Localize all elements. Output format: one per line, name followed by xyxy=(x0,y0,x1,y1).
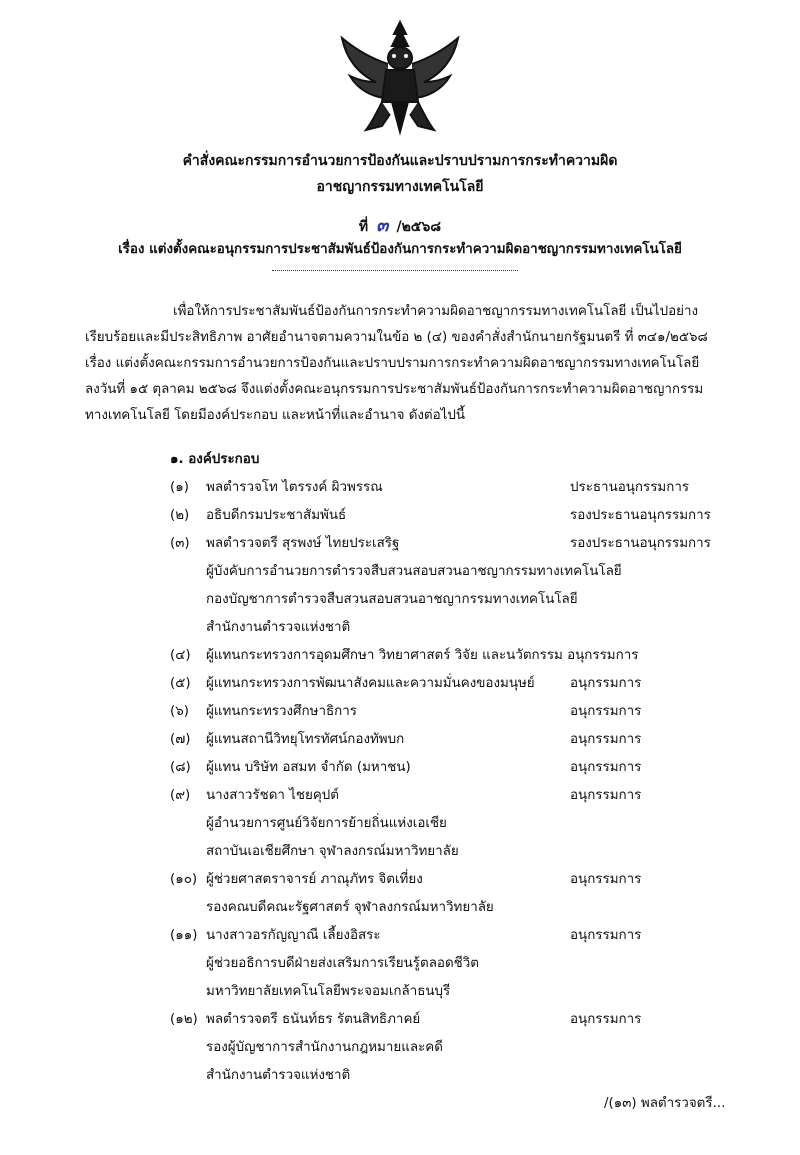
order-subject: เรื่อง แต่งตั้งคณะอนุกรรมการประชาสัมพันธ์ป้องกันการกระทำความผิดอาชญากรรมทางเทคโนโลยี xyxy=(118,242,682,257)
section-heading-composition: ๑. องค์ประกอบ xyxy=(170,452,260,467)
member-name: อธิบดีกรมประชาสัมพันธ์ xyxy=(206,508,347,523)
member-name: ผู้แทนกระทรวงการพัฒนาสังคมและความมั่นคงของมนุษย์ xyxy=(206,676,535,691)
paragraph-line: ทางเทคโนโลยี โดยมีองค์ประกอบ และหน้าที่และอำนาจ ดังต่อไปนี้ xyxy=(85,408,466,423)
member-position-line: กองบัญชาการตำรวจสืบสวนสอบสวนอาชญากรรมทางเทคโนโลยี xyxy=(206,592,578,607)
garuda-emblem-icon xyxy=(336,18,464,136)
separator-dotted-line xyxy=(272,270,518,271)
preamble-paragraph xyxy=(85,299,755,429)
member-name: พลตำรวจตรี สุรพงษ์ ไทยประเสริฐ xyxy=(206,536,400,551)
member-role: อนุกรรมการ xyxy=(570,872,642,887)
paragraph-line: เพื่อให้การประชาสัมพันธ์ป้องกันการกระทำความผิดอาชญากรรมทางเทคโนโลยี เป็นไปอย่าง xyxy=(173,304,699,319)
member-role: อนุกรรมการ xyxy=(570,788,642,803)
member-number: (๒) xyxy=(170,508,190,523)
member-role: อนุกรรมการ xyxy=(570,676,642,691)
member-role: อนุกรรมการ xyxy=(570,704,642,719)
member-position-line: ผู้บังคับการอำนวยการตำรวจสืบสวนสอบสวนอาชญากรรมทางเทคโนโลยี xyxy=(206,564,622,579)
member-name: ผู้แทนสถานีวิทยุโทรทัศน์กองทัพบก xyxy=(206,732,405,747)
member-name: พลตำรวจโท ไตรรงค์ ผิวพรรณ xyxy=(206,480,383,495)
member-number: (๑) xyxy=(170,480,189,495)
member-role: รองประธานอนุกรรมการ xyxy=(570,536,711,551)
member-position-line: ผู้อำนวยการศูนย์วิจัยการย้ายถิ่นแห่งเอเชีย xyxy=(206,816,447,831)
paragraph-line: ลงวันที่ ๑๕ ตุลาคม ๒๕๖๘ จึงแต่งตั้งคณะอนุกรรมการประชาสัมพันธ์ป้องกันการกระทำความผิดอาชญากรรม xyxy=(85,382,704,397)
member-role: ประธานอนุกรรมการ xyxy=(570,480,690,495)
member-position-line: ผู้ช่วยอธิการบดีฝ่ายส่งเสริมการเรียนรู้ตลอดชีวิต xyxy=(206,956,479,971)
member-position-line: สถาบันเอเชียศึกษา จุฬาลงกรณ์มหาวิทยาลัย xyxy=(206,844,459,859)
member-position-line: มหาวิทยาลัยเทคโนโลยีพระจอมเกล้าธนบุรี xyxy=(206,984,451,999)
member-name: ผู้แทนกระทรวงศึกษาธิการ xyxy=(206,704,357,719)
member-position-line: รองผู้บัญชาการสำนักงานกฎหมายและคดี xyxy=(206,1040,443,1055)
member-number: (๘) xyxy=(170,760,191,775)
member-number: (๑๑) xyxy=(170,928,198,943)
member-number: (๖) xyxy=(170,704,189,719)
member-role: อนุกรรมการ xyxy=(570,732,642,747)
member-number: (๑๒) xyxy=(170,1012,198,1027)
order-title-line2: อาชญากรรมทางเทคโนโลยี xyxy=(316,179,484,195)
member-number: (๓) xyxy=(170,536,190,551)
member-role: อนุกรรมการ xyxy=(570,928,642,943)
order-number-handwritten: ๓ xyxy=(376,215,389,236)
order-number-line xyxy=(0,210,800,239)
order-number-prefix: ที่ xyxy=(358,219,369,235)
member-name: ผู้แทนกระทรวงการอุดมศึกษา วิทยาศาสตร์ วิจัย และนวัตกรรม อนุกรรมการ xyxy=(206,648,639,663)
member-role: รองประธานอนุกรรมการ xyxy=(570,508,711,523)
continuation-note: /(๑๓) พลตำรวจตรี... xyxy=(604,1096,726,1111)
member-number: (๙) xyxy=(170,788,191,803)
order-title-line1: คำสั่งคณะกรรมการอำนวยการป้องกันและปราบปรามการกระทำความผิด xyxy=(182,153,618,169)
member-number: (๕) xyxy=(170,676,191,691)
member-name: พลตำรวจตรี ธนันท์ธร รัตนสิทธิภาคย์ xyxy=(206,1012,421,1027)
member-name: ผู้แทน บริษัท อสมท จำกัด (มหาชน) xyxy=(206,760,411,775)
member-number: (๗) xyxy=(170,732,191,747)
member-position-line: สำนักงานตำรวจแห่งชาติ xyxy=(206,1068,351,1083)
member-name: ผู้ช่วยศาสตราจารย์ ภาณุภัทร จิตเที่ยง xyxy=(206,872,423,887)
member-name: นางสาวรัชดา ไชยคุปต์ xyxy=(206,788,339,803)
member-position-line: รองคณบดีคณะรัฐศาสตร์ จุฬาลงกรณ์มหาวิทยาลัย xyxy=(206,900,494,915)
member-name: นางสาวอรกัญญาณี เลี้ยงอิสระ xyxy=(206,928,381,943)
paragraph-line: เรื่อง แต่งตั้งคณะกรรมการอำนวยการป้องกันและปราบปรามการกระทำความผิดอาชญากรรมทางเทคโนโลยี xyxy=(85,356,700,371)
member-role: อนุกรรมการ xyxy=(570,1012,642,1027)
member-number: (๑๐) xyxy=(170,872,198,887)
member-position-line: สำนักงานตำรวจแห่งชาติ xyxy=(206,620,351,635)
member-role: อนุกรรมการ xyxy=(570,760,642,775)
paragraph-line: เรียบร้อยและมีประสิทธิภาพ อาศัยอำนาจตามความในข้อ ๒ (๔) ของคำสั่งสำนักนายกรัฐมนตรี ที่ ๓๔๑/๒๕๖๘ xyxy=(85,330,708,345)
member-number: (๔) xyxy=(170,648,191,663)
order-number-year: /๒๕๖๘ xyxy=(396,219,442,235)
